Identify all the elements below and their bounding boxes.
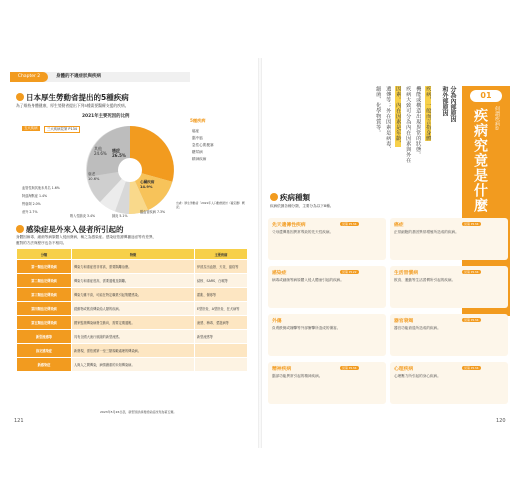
pie-chart [82, 122, 182, 220]
pie-label-other: 其他 24.6% [94, 146, 107, 157]
body-col-3: 疾病大致可分為內在因素與外在 [405, 86, 412, 163]
book-gutter [258, 58, 262, 448]
legend-item: 癌症 [192, 129, 200, 133]
table-row: 第二類法定傳染病 傳染力和重症度高，需要通報及隔離。 結核、SARS、白喉等 [17, 274, 248, 288]
pie-label-aspiration: 吸入性肺炎 3.4% [70, 214, 96, 218]
body-col-2: 機能或構造出現異常的狀態。 [415, 86, 422, 158]
page-number-left: 121 [14, 418, 24, 424]
card-congenital: 先天遺傳性疾病 見第 P134 父母遺傳基因異常導致的先天性疾病。 [268, 218, 386, 260]
pie-label-heart: 心臟疾病 14.9% [140, 180, 155, 189]
sub-title-2: 和外部原因 [441, 86, 448, 116]
pie-source: 出處：厚生勞動省「2021年人口動態統計（確定數）概況」 [176, 201, 245, 209]
chapter-bar [10, 72, 190, 82]
table-row: 第一類法定傳染病 傳染力和重症度非常高，需要隔離治療。 伊波拉出血熱、天花、鼠疫等 [17, 260, 248, 274]
legend-item: 糖尿病 [192, 150, 203, 154]
card-psychosomatic: 心理疾病 見第 P134 心理壓力所引起的身心疾病。 [390, 362, 508, 404]
pie-label-accident: 意外 2.7% [22, 210, 38, 214]
card-infection: 感染症 見第 P122 病毒或細菌等病原體入侵人體而引起的疾病。 [268, 266, 386, 308]
legend-item: 腦中風 [192, 136, 203, 140]
table-row: 第三類法定傳染病 傳染力雖不高，可能在特定職業引起集體感染。 霍亂、傷寒等 [17, 288, 248, 302]
pie-side-3: 腎衰竭 2.0% [22, 202, 41, 206]
section-heading-infection: 感染症是外來入侵者所引起的 [16, 224, 124, 235]
body-col-1: 疾病，一般而言指身體 [425, 86, 432, 141]
card-mental: 精神疾病 見第 P134 腦部功能異常引起的精神疾病。 [268, 362, 386, 404]
pie-label-senility: 衰老 10.6% [88, 172, 100, 181]
bullet-icon [16, 225, 24, 233]
table-row: 新型流感等 具有全國大流行風險的新型流感。 新型流感等 [17, 330, 248, 344]
legend-item: 精神疾病 [192, 157, 207, 161]
sub-title-1: 分為內部原因 [449, 86, 456, 122]
card-trauma: 外傷 負責跌倒或撞擊等外部衝擊所造成的傷害。 [268, 314, 386, 356]
pie-label-cancer: 癌症 26.5% [112, 148, 126, 159]
body-col-5: 遺傳等；外在因素是病毒、 [385, 86, 392, 152]
pie-label-stroke: 腦血管疾病 7.3% [140, 210, 166, 214]
table-footnote: 2023年5月26日起，新型冠狀病毒感染症改列為第五類。 [100, 410, 177, 414]
bullet-icon [270, 193, 278, 201]
chapter-tag: Chapter 2 [10, 72, 48, 82]
legend-title: 5種疾病 [190, 118, 206, 123]
card-organ-failure: 器官衰竭 見第 P134 器官功能衰退所造成的疾病。 [390, 314, 508, 356]
category-number: 01 [470, 90, 502, 102]
table-row: 指定感染症 新發現，需依照第一至三類規範處理的傳染病。 [17, 344, 248, 358]
pie-label-pneumonia: 肺炎 5.1% [112, 214, 128, 218]
chapter-title: 身體的不適症狀與疾病 [56, 74, 101, 79]
section-heading-disease-types: 疾病種類 [270, 192, 310, 203]
card-lifestyle: 生活習慣病 見第 P134 飲食、運動等生活習慣所引起的疾病。 [390, 266, 508, 308]
section-heading-5-diseases: 日本厚生勞動省提出的5種疾病 [16, 92, 129, 103]
pie-side-2: 阿茲海默症 1.4% [22, 194, 48, 198]
table-row: 新感染症 人與人之間傳染，病情嚴重的未知傳染病。 [17, 358, 248, 372]
table-row: 第四類法定傳染病 經動物或飲食傳染給人類的疾病。 E型肝炎、A型肝炎、狂犬病等 [17, 302, 248, 316]
section-sub-right: 疾病依據各種分類，主要分為以下8種。 [270, 204, 334, 208]
card-cancer: 癌症 見第 P134 正常細胞的基因異常增殖所造成的疾病。 [390, 218, 508, 260]
page-number-right: 120 [496, 418, 506, 424]
big-title: 疾病究竟是什麼 [472, 108, 488, 213]
bullet-icon [16, 93, 24, 101]
section1-subtitle: 為了維持身體健康，厚生勞動省提出下列5種需要醫療支援的疾病。 [16, 103, 129, 108]
pie-tag-five: 五大疾病 [24, 126, 38, 130]
pie-tag-three: 三大疾病見第 P134 [44, 126, 80, 133]
category-label: 何謂疾病① [494, 106, 500, 132]
table-row: 第五類法定傳染病 國家監測傳染病發生動向，需要定期通報。 流感、梅毒、愛滋病等 [17, 316, 248, 330]
legend-item: 急性心肌梗塞 [192, 143, 214, 147]
body-col-4: 因素。內在因素是年齡、 [395, 86, 402, 147]
body-col-6: 細菌、化學物質等。 [375, 86, 382, 136]
table-header: 分類 特徵 主要疾病 [17, 249, 248, 260]
pie-side-1: 血管性與其他未具名 1.6% [22, 186, 60, 190]
legend-list [192, 128, 214, 163]
section2-text-2: 應對的方法與程序也各不相同。 [16, 241, 67, 245]
pie-title: 2021年主要死因的比例 [82, 114, 130, 119]
section2-text-1: 身體因病毒、細菌等病原體入侵而發病，稱之為感染症。感染症依據傳播途徑等有差異， [16, 235, 157, 239]
infection-table [16, 248, 248, 372]
